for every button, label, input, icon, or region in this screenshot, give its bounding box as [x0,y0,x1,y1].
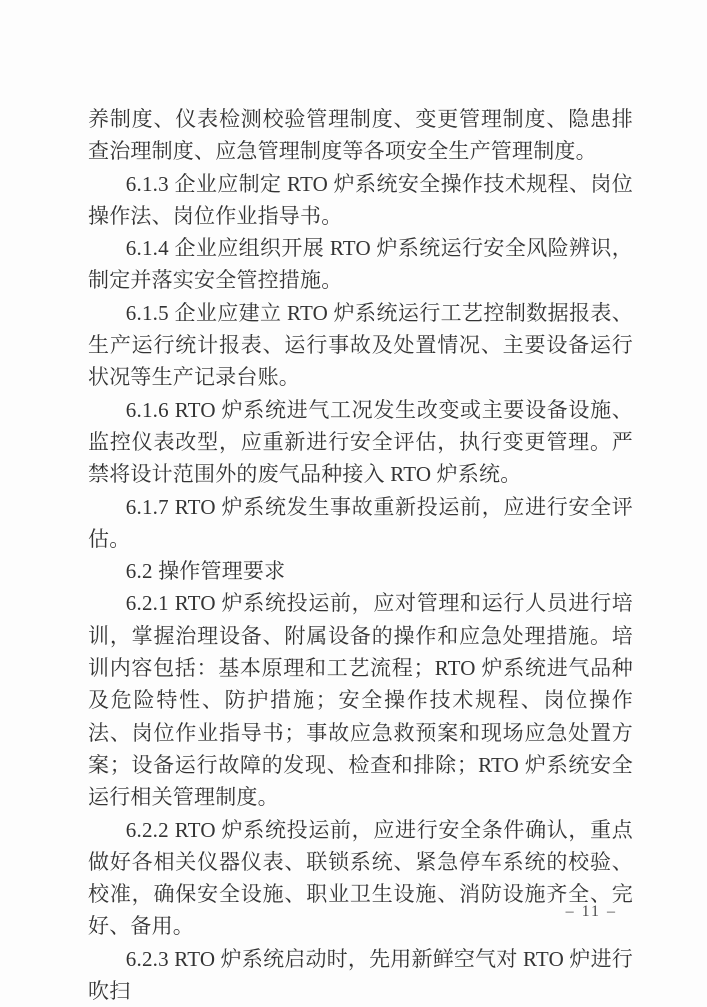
clause-6-1-6: 6.1.6 RTO 炉系统进气工况发生改变或主要设备设施、监控仪表改型，应重新进行安全评估，执行变更管理。严禁将设计范围外的废气品种接入 RTO 炉系统。 [88,397,633,487]
clause-6-2-1: 6.2.1 RTO 炉系统投运前，应对管理和运行人员进行培训，掌握治理设备、附属设备的操作和应急处理措施。培训内容包括：基本原理和工艺流程；RTO 炉系统进气品种及危险特性、防护措施；安全操作技术规程、岗位操作法、岗位作业指导书；事故应急救预案和现场应急处置方案；设备运行故障的发现、检查和排除；RTO 炉系统安全运行相关管理制度。 [88,591,633,810]
clause-6-2-2: 6.2.2 RTO 炉系统投运前，应进行安全条件确认，重点做好各相关仪器仪表、联锁系统、紧急停车系统的校验、校准，确保安全设施、职业卫生设施、消防设施齐全、完好、备用。 [88,817,633,939]
page-number: – 11 – [565,903,617,920]
clause-6-1-7: 6.1.7 RTO 炉系统发生事故重新投运前，应进行安全评估。 [88,494,633,551]
clause-6-1-5: 6.1.5 企业应建立 RTO 炉系统运行工艺控制数据报表、生产运行统计报表、运行事故及处置情况、主要设备运行状况等生产记录台账。 [88,300,633,390]
clause-6-1-3: 6.1.3 企业应制定 RTO 炉系统安全操作技术规程、岗位操作法、岗位作业指导书。 [88,171,633,228]
clause-6-1-4: 6.1.4 企业应组织开展 RTO 炉系统运行安全风险辨识，制定并落实安全管控措施。 [88,236,633,293]
para-continuation: 养制度、仪表检测校验管理制度、变更管理制度、隐患排查治理制度、应急管理制度等各项安全生产管理制度。 [88,107,633,164]
document-body [88,103,633,1007]
section-6-2-heading: 6.2 操作管理要求 [125,559,286,584]
clause-6-2-3: 6.2.3 RTO 炉系统启动时，先用新鲜空气对 RTO 炉进行吹扫 [88,946,633,1004]
